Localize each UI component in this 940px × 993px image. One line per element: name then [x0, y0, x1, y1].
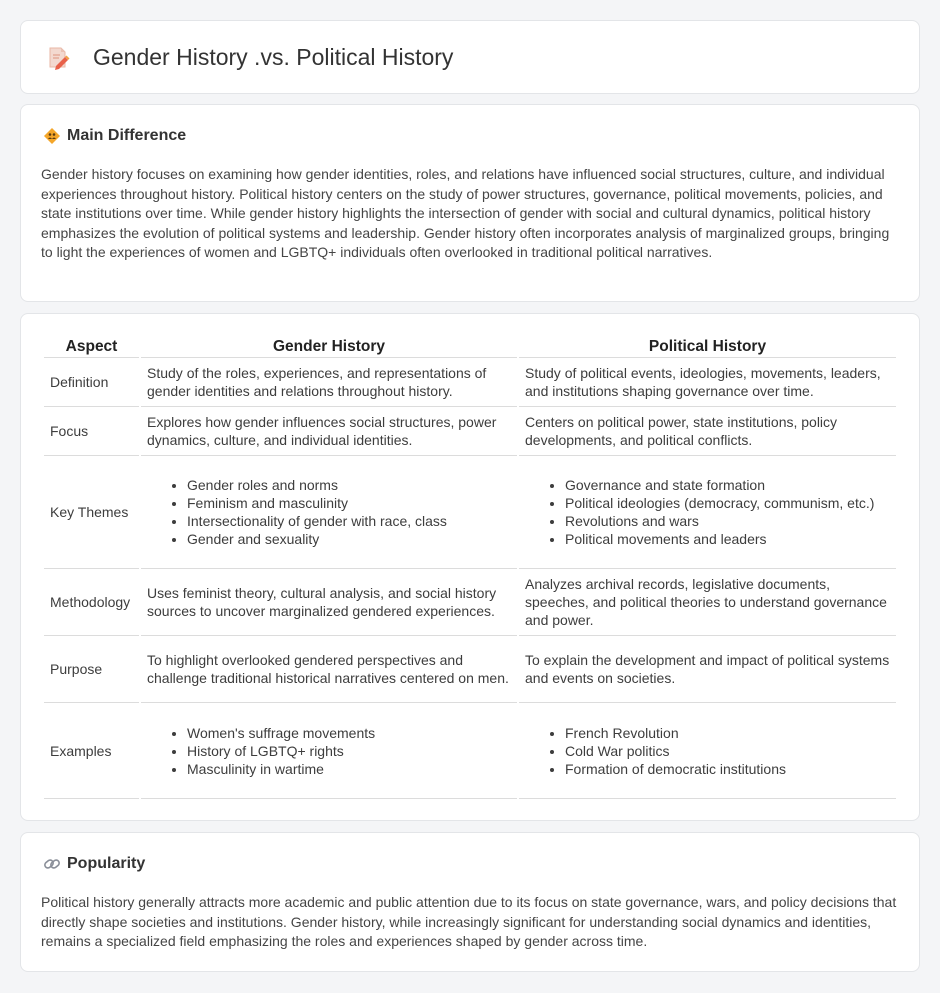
list-item: • Intersectionality of gender with race, class	[187, 512, 511, 530]
gender-cell: Explores how gender influences social structures, power dynamics, culture, and individual identities.	[141, 407, 517, 456]
title-row	[47, 44, 453, 71]
list-item: • French Revolution	[565, 724, 890, 742]
main-difference-heading: Main Difference	[67, 127, 187, 144]
gender-examples-list	[187, 724, 511, 778]
list-item: • Political ideologies (democracy, communism, etc.)	[565, 494, 890, 512]
link-icon	[43, 855, 61, 873]
political-cell	[519, 456, 896, 569]
political-cell: Analyzes archival records, legislative documents, speeches, and political theories to understand governance and power.	[519, 569, 896, 636]
list-item: • Feminism and masculinity	[187, 494, 511, 512]
comparison-card	[20, 313, 920, 821]
gender-cell: To highlight overlooked gendered perspectives and challenge traditional historical narratives centered on men.	[141, 636, 517, 703]
political-cell	[519, 703, 896, 799]
diamond-people-icon	[43, 127, 61, 145]
political-cell: Centers on political power, state institutions, policy developments, and political conflicts.	[519, 407, 896, 456]
list-item: • Gender roles and norms	[187, 476, 511, 494]
table-header-row	[44, 335, 896, 358]
popularity-card	[20, 832, 920, 972]
political-cell: Study of political events, ideologies, movements, leaders, and institutions shaping governance over time.	[519, 358, 896, 407]
popularity-heading-row	[43, 855, 145, 873]
row-aspect: Definition	[44, 358, 139, 407]
row-aspect: Purpose	[44, 636, 139, 703]
row-aspect: Focus	[44, 407, 139, 456]
row-aspect: Methodology	[44, 569, 139, 636]
header-card	[20, 20, 920, 94]
table-row	[44, 456, 896, 569]
header-political-history: Political History	[519, 335, 896, 358]
row-aspect: Key Themes	[44, 456, 139, 569]
gender-cell: Uses feminist theory, cultural analysis, and social history sources to uncover marginalized gendered experiences.	[141, 569, 517, 636]
table-row	[44, 636, 896, 703]
main-difference-heading-row	[43, 127, 186, 145]
header-gender-history: Gender History	[141, 335, 517, 358]
popularity-text: Political history generally attracts more academic and public attention due to its focus on state governance, wars, and policy decisions that directly shape societies and institutions. Gender history, while increasingly significant for understanding social dynamics and identities, remains a specialized field emphasizing the roles and experiences shaped by gender across time.	[41, 894, 897, 949]
table-row	[44, 703, 896, 799]
list-item: • Revolutions and wars	[565, 512, 890, 530]
document-pencil-icon	[47, 45, 71, 71]
table-row	[44, 358, 896, 407]
list-item: • Formation of democratic institutions	[565, 760, 890, 778]
comparison-table	[42, 335, 898, 799]
list-item: • Masculinity in wartime	[187, 760, 511, 778]
table-row	[44, 407, 896, 456]
gender-cell	[141, 703, 517, 799]
list-item: • History of LGBTQ+ rights	[187, 742, 511, 760]
gender-cell	[141, 456, 517, 569]
political-cell: To explain the development and impact of political systems and events on societies.	[519, 636, 896, 703]
political-examples-list	[565, 724, 890, 778]
political-themes-list	[565, 476, 890, 548]
main-difference-card	[20, 104, 920, 302]
row-aspect: Examples	[44, 703, 139, 799]
list-item: • Cold War politics	[565, 742, 890, 760]
header-aspect: Aspect	[44, 335, 139, 358]
table-row	[44, 569, 896, 636]
list-item: • Gender and sexuality	[187, 530, 511, 548]
list-item: • Political movements and leaders	[565, 530, 890, 548]
main-difference-text: Gender history focuses on examining how gender identities, roles, and relations have influenced social structures, culture, and individual experiences throughout history. Political history centers on the study of power structures, governance, political movements, policies, and state institutions over time. While gender history highlights the intersection of gender with social and cultural dynamics, political history emphasizes the evolution of political systems and leadership. Gender history often incorporates analysis of marginalized groups, bringing to light the experiences of women and LGBTQ+ individuals often overlooked in traditional political narratives.	[41, 166, 890, 260]
list-item: • Governance and state formation	[565, 476, 890, 494]
gender-themes-list	[187, 476, 511, 548]
gender-cell: Study of the roles, experiences, and representations of gender identities and relations throughout history.	[141, 358, 517, 407]
list-item: • Women's suffrage movements	[187, 724, 511, 742]
page-title: Gender History .vs. Political History	[93, 44, 454, 70]
popularity-heading: Popularity	[67, 855, 146, 872]
